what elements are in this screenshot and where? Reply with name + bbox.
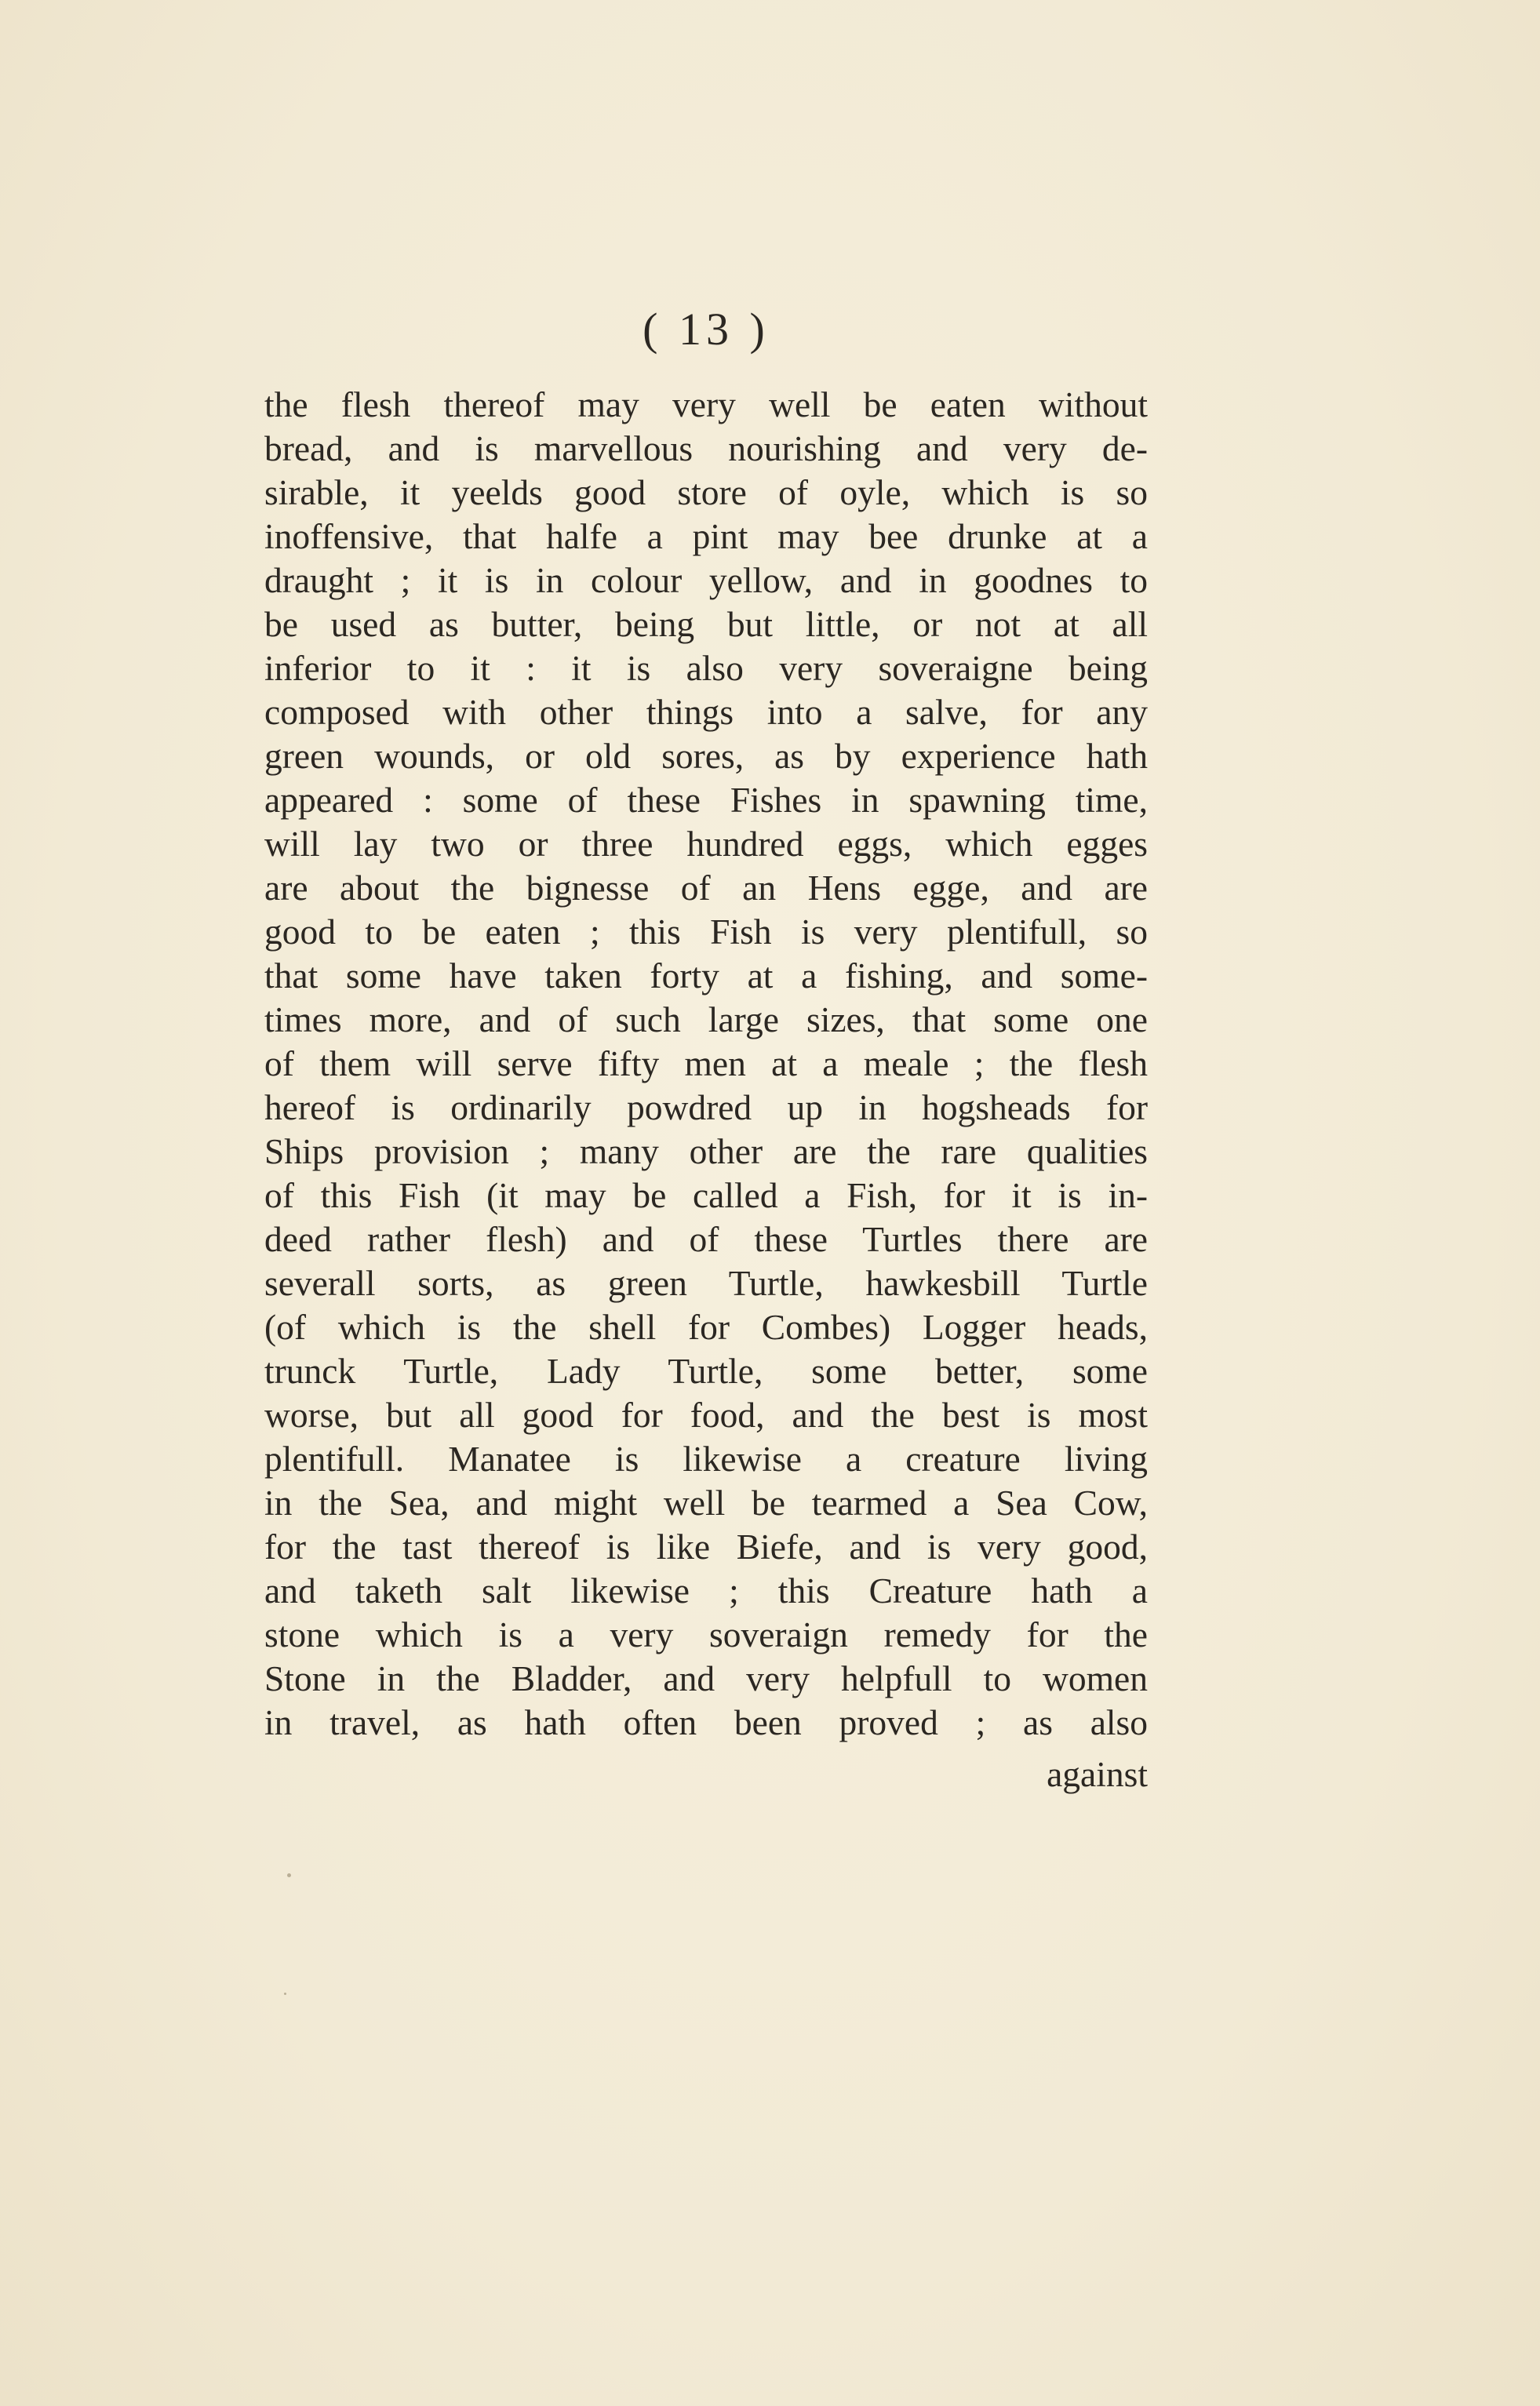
text-line: composed with other things into a salve, for any [264, 692, 1148, 732]
text-line: green wounds, or old sores, as by experience hath [264, 736, 1148, 776]
text-line: severall sorts, as green Turtle, hawkesbill Turtle [264, 1263, 1148, 1303]
page-number: ( 13 ) [643, 304, 770, 355]
text-line: appeared : some of these Fishes in spawning time, [264, 780, 1148, 820]
text-line: Stone in the Bladder, and very helpfull to women [264, 1658, 1148, 1698]
text-line: in travel, as hath often been proved ; as also [264, 1702, 1148, 1742]
text-line: plentifull. Manatee is likewise a creature living [264, 1439, 1148, 1479]
text-line: are about the bignesse of an Hens egge, and are [264, 868, 1148, 908]
text-line: that some have taken forty at a fishing, and some- [264, 955, 1148, 996]
text-line: Ships provision ; many other are the rare qualities [264, 1131, 1148, 1171]
text-line: bread, and is marvellous nourishing and very de- [264, 428, 1148, 468]
text-line: deed rather flesh) and of these Turtles there are [264, 1219, 1148, 1259]
text-line: draught ; it is in colour yellow, and in goodnes to [264, 560, 1148, 600]
text-line: hereof is ordinarily powdred up in hogsheads for [264, 1087, 1148, 1127]
paper-speck [287, 1873, 291, 1877]
text-line: worse, but all good for food, and the best is most [264, 1395, 1148, 1435]
body-text [264, 383, 1148, 1745]
catchword: against [1047, 1754, 1148, 1794]
text-line: times more, and of such large sizes, that some one [264, 999, 1148, 1039]
text-line: inoffensive, that halfe a pint may bee drunke at a [264, 516, 1148, 556]
text-line: be used as butter, being but little, or not at all [264, 604, 1148, 644]
text-line: of this Fish (it may be called a Fish, for it is in- [264, 1175, 1148, 1215]
paper-speck [284, 1993, 286, 1995]
text-line: will lay two or three hundred eggs, which egges [264, 824, 1148, 864]
text-line: in the Sea, and might well be tearmed a Sea Cow, [264, 1483, 1148, 1523]
text-line: stone which is a very soveraign remedy for the [264, 1614, 1148, 1654]
text-line: good to be eaten ; this Fish is very plentifull, so [264, 912, 1148, 952]
text-line: sirable, it yeelds good store of oyle, which is so [264, 472, 1148, 512]
text-line: for the tast thereof is like Biefe, and is very good, [264, 1527, 1148, 1567]
text-line: and taketh salt likewise ; this Creature hath a [264, 1571, 1148, 1611]
text-line: (of which is the shell for Combes) Logger heads, [264, 1307, 1148, 1347]
text-line: of them will serve fifty men at a meale ; the flesh [264, 1043, 1148, 1083]
text-line: trunck Turtle, Lady Turtle, some better, some [264, 1351, 1148, 1391]
text-line: the flesh thereof may very well be eaten without [264, 384, 1148, 424]
text-line: inferior to it : it is also very soveraigne being [264, 648, 1148, 688]
